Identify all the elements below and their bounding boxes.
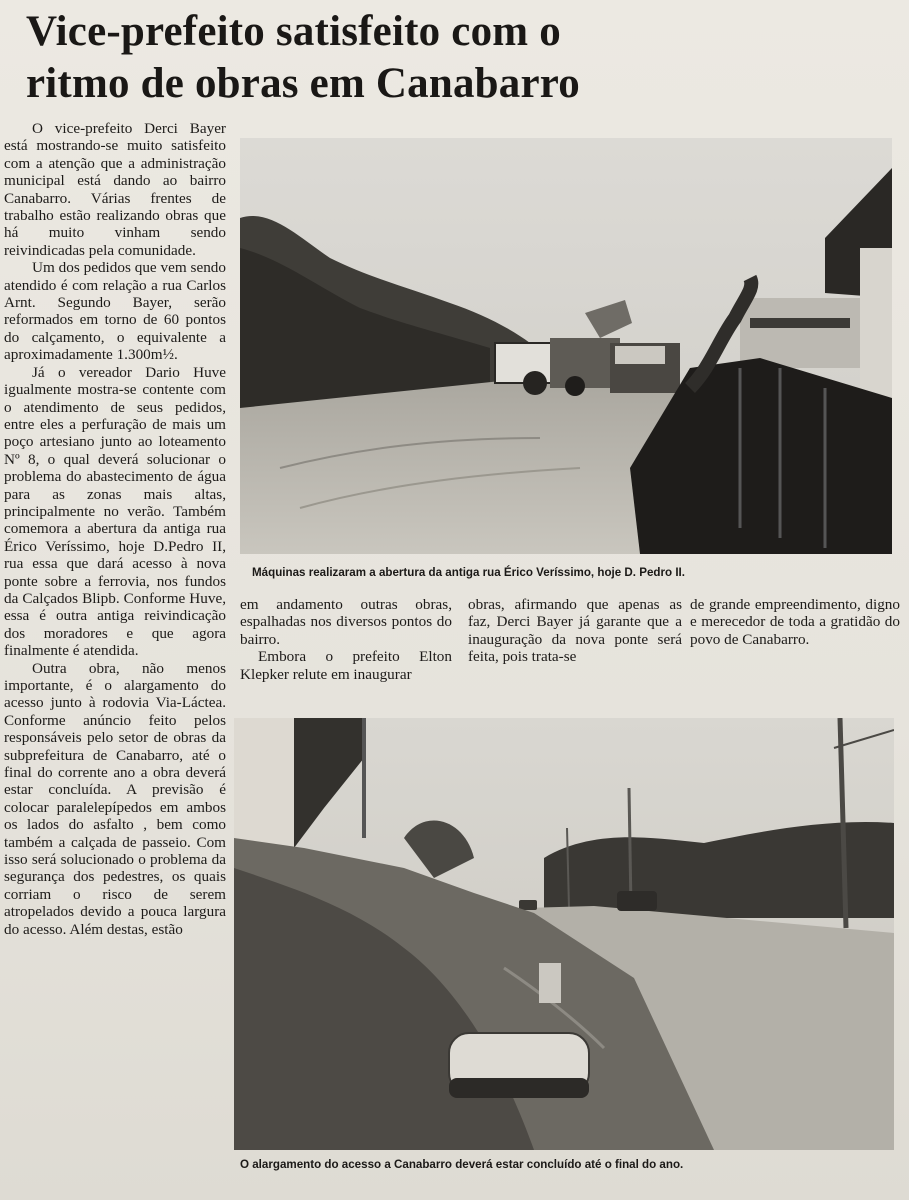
article-column-left (4, 120, 226, 938)
article-column-4 (690, 596, 900, 648)
headline-line-1: Vice-prefeito satisfeito com o (26, 8, 561, 55)
paragraph-5: em andamento outras obras, espalhadas nos diversos pontos do bairro. (240, 596, 452, 648)
photo-caption-1: Máquinas realizaram a abertura da antiga rua Érico Veríssimo, hoje D. Pedro II. (252, 566, 685, 579)
photo-road-machines-image (240, 138, 892, 554)
photo-caption-2: O alargamento do acesso a Canabarro deverá estar concluído até o final do ano. (240, 1158, 684, 1171)
headline (26, 6, 886, 110)
photo-road-machines (240, 138, 892, 554)
paragraph-3: Já o vereador Dario Huve igualmente mostra-se contente com o atendimento de seus pedidos, entre eles a perfuração de mais um poço artesiano junto ao loteamento Nº 8, o qual deverá solucionar o problema do abastecimento de água para as zonas mais altas, principalmente no verão. Também comemora a abertura da antiga rua Érico Veríssimo, hoje D.Pedro II, rua essa que dará acesso à nova ponte sobre a ferrovia, nos fundos da Calçados Blipb. Conforme Huve, essa é outra antiga reivindicação dos moradores e que agora finalmente é atendida. (4, 363, 226, 660)
paragraph-4: Outra obra, não menos importante, é o alargamento do acesso junto à rodovia Via-Láctea. Conforme anúncio feito pelos responsáveis pelo setor de obras da subprefeitura de Canabarro, até o final do corrente ano a obra deverá estar concluída. A previsão é colocar paralelepípedos em ambos os lados do asfalto , bem como também a calçada de passeio. Com isso será solucionado o problema da segurança dos pedestres, os quais corriam o risco de serem atropelados devido a pouca largura do acesso. Além destas, estão (4, 659, 226, 938)
article-column-2 (240, 596, 452, 683)
photo-access-widening (234, 718, 894, 1150)
article-column-3 (468, 596, 682, 666)
paragraph-8: de grande empreendimento, digno e merecedor de toda a gratidão do povo de Canabarro. (690, 596, 900, 648)
paragraph-7: obras, afirmando que apenas as faz, Derci Bayer já garante que a inauguração da nova ponte será feita, pois trata-se (468, 596, 682, 666)
paragraph-6: Embora o prefeito Elton Klepker relute em inaugurar (240, 648, 452, 683)
photo-access-widening-image (234, 718, 894, 1150)
headline-line-2: ritmo de obras em Canabarro (26, 60, 580, 107)
paragraph-2: Um dos pedidos que vem sendo atendido é com relação a rua Carlos Arnt. Segundo Bayer, serão reformados em torno de 60 pontos do calçamento, o equivalente a aproximadamente 1.300m½. (4, 259, 226, 364)
paragraph-1: O vice-prefeito Derci Bayer está mostrando-se muito satisfeito com a atenção que a administração municipal está dando ao bairro Canabarro. Várias frentes de trabalho estão realizando obras que há muito vinham sendo reivindicadas pela comunidade. (4, 120, 226, 259)
